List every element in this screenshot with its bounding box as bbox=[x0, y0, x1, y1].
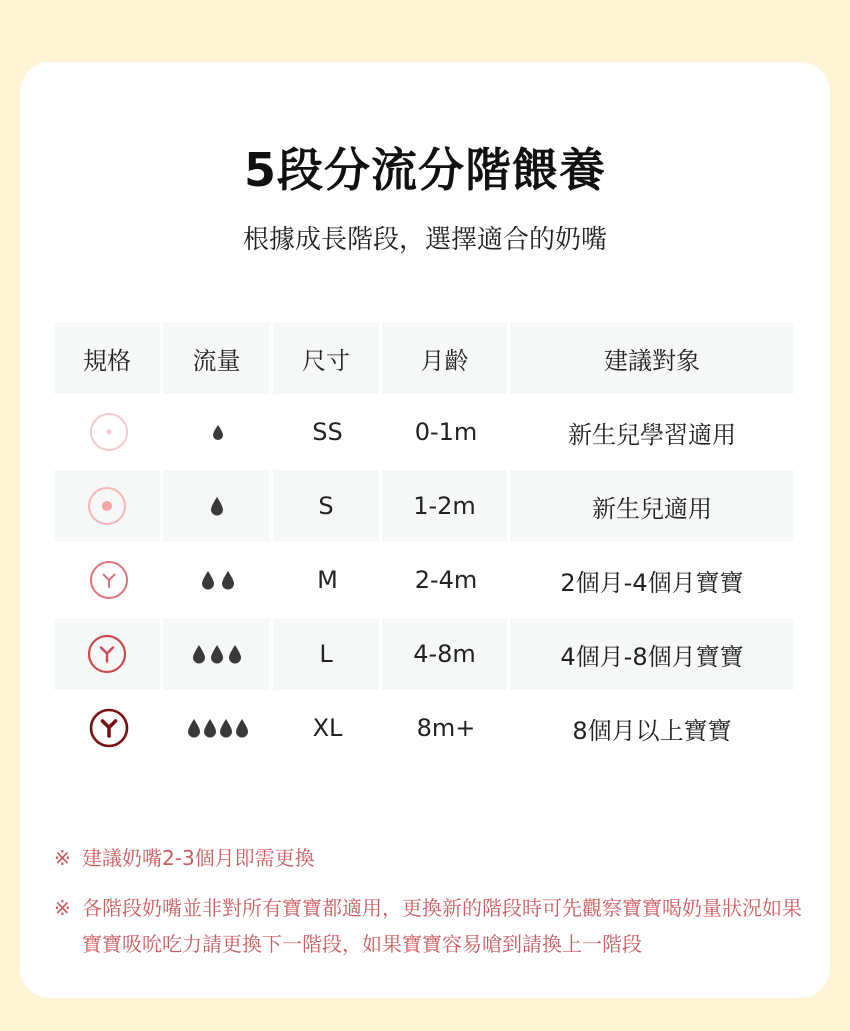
spec-cell bbox=[54, 618, 163, 690]
page-subtitle: 根據成長階段，選擇適合的奶嘴 bbox=[242, 225, 607, 255]
flow-drops bbox=[192, 644, 242, 664]
note-text: 建議奶嘴2-3個月即需更換 bbox=[82, 846, 315, 870]
flow-cell bbox=[163, 692, 273, 764]
y-cut-dark-icon bbox=[89, 708, 129, 748]
header-target: 建議對象 bbox=[604, 346, 700, 375]
flow-drops bbox=[210, 496, 224, 516]
page-title: 5段分流分階餵養 bbox=[243, 143, 606, 197]
size-cell: M bbox=[317, 566, 338, 594]
header-flow: 流量 bbox=[163, 322, 273, 394]
target-cell: 4個月-8個月寶寶 bbox=[560, 642, 744, 671]
dot-small-icon bbox=[89, 412, 129, 452]
drop-icon bbox=[221, 570, 235, 590]
age-cell: 4-8m bbox=[382, 618, 510, 690]
target-cell: 新生兒適用 bbox=[592, 494, 712, 523]
drop-icon bbox=[212, 424, 224, 440]
flow-drops bbox=[212, 424, 224, 440]
spec-cell bbox=[54, 396, 163, 468]
flow-drops bbox=[201, 570, 235, 590]
age-cell: 0-1m bbox=[414, 418, 478, 446]
note-mark: ※ bbox=[54, 846, 71, 870]
y-cut-medium-icon bbox=[87, 634, 127, 674]
drop-icon bbox=[203, 718, 217, 738]
target-cell: 2個月-4個月寶寶 bbox=[560, 568, 744, 597]
target-cell: 新生兒學習適用 bbox=[568, 420, 736, 449]
header-age: 月齡 bbox=[382, 322, 510, 394]
size-cell: SS bbox=[312, 418, 343, 446]
size-cell: XL bbox=[312, 714, 343, 742]
drop-icon bbox=[219, 718, 233, 738]
drop-icon bbox=[192, 644, 206, 664]
notes bbox=[54, 840, 804, 962]
note-mark: ※ bbox=[54, 896, 71, 920]
flow-cell bbox=[163, 544, 273, 616]
size-cell: L bbox=[273, 618, 382, 690]
table-header bbox=[54, 322, 794, 394]
table-row bbox=[54, 692, 794, 764]
flow-cell bbox=[163, 470, 273, 542]
spec-cell bbox=[54, 470, 163, 542]
drop-icon bbox=[228, 644, 242, 664]
spec-cell bbox=[54, 692, 163, 764]
note-item bbox=[54, 840, 804, 876]
dot-large-icon bbox=[87, 486, 127, 526]
drop-icon bbox=[210, 496, 224, 516]
drop-icon bbox=[201, 570, 215, 590]
age-cell: 1-2m bbox=[382, 470, 510, 542]
age-cell: 2-4m bbox=[414, 566, 478, 594]
flow-cell bbox=[163, 396, 273, 468]
table-row bbox=[54, 396, 794, 468]
header-size: 尺寸 bbox=[273, 322, 382, 394]
drop-icon bbox=[210, 644, 224, 664]
table-row bbox=[54, 544, 794, 616]
table-row bbox=[54, 618, 794, 690]
size-cell: S bbox=[273, 470, 382, 542]
drop-icon bbox=[187, 718, 201, 738]
content-card bbox=[20, 62, 830, 998]
age-cell: 8m+ bbox=[416, 714, 476, 742]
drop-icon bbox=[235, 718, 249, 738]
target-cell: 8個月以上寶寶 bbox=[572, 716, 732, 745]
spec-cell bbox=[54, 544, 163, 616]
header-spec: 規格 bbox=[54, 322, 163, 394]
note-text: 各階段奶嘴並非對所有寶寶都適用，更換新的階段時可先觀察寶寶喝奶量狀況如果寶寶吸吮吃力請更換下一階段，如果寶寶容易嗆到請換上一階段 bbox=[82, 896, 802, 956]
note-item bbox=[54, 890, 804, 962]
flow-drops bbox=[187, 718, 249, 738]
flow-cell bbox=[163, 618, 273, 690]
y-cut-light-icon bbox=[89, 560, 129, 600]
table-row bbox=[54, 470, 794, 542]
